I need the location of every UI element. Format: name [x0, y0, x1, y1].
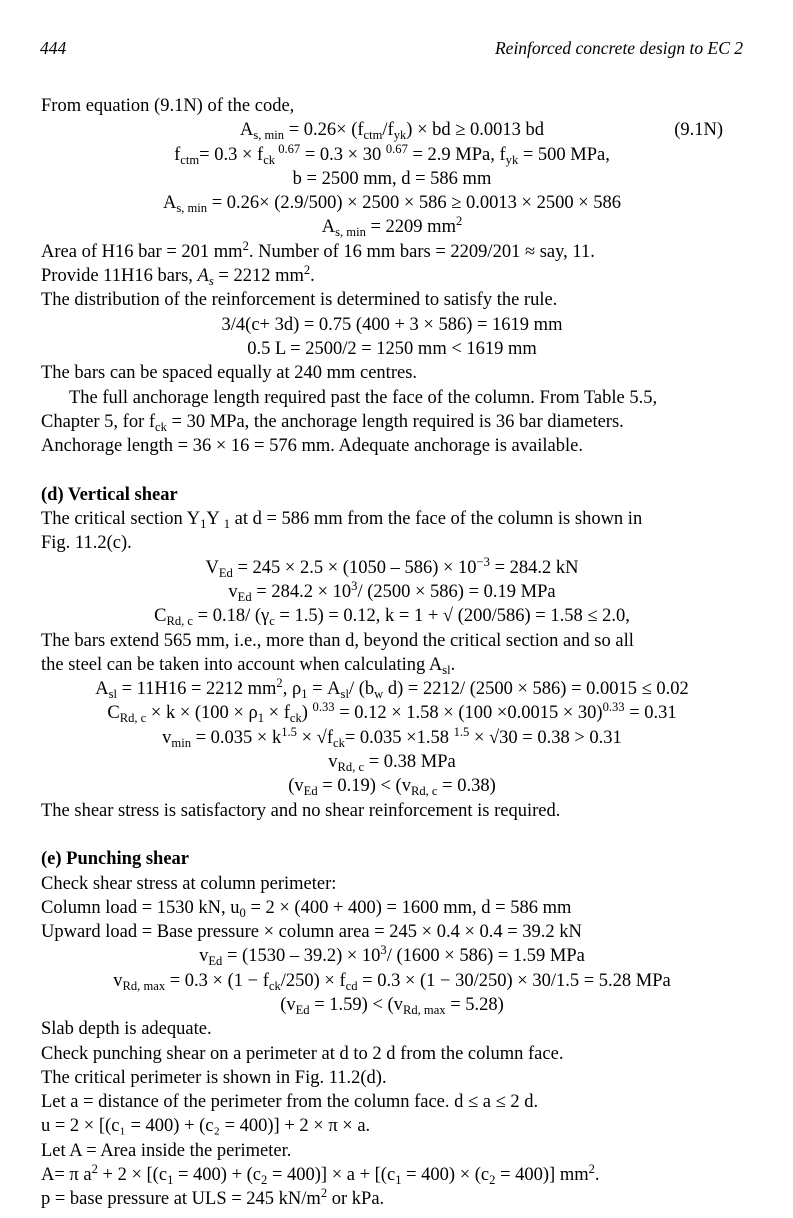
- anchorage-line-1: The full anchorage length required past the face of the column. From Table 5.5,: [69, 387, 658, 408]
- equation-distribution: 3/4(c+ 3d) = 0.75 (400 + 3 × 586) = 1619 mm: [221, 314, 563, 335]
- equation-compare-punch: $(v_{Ed} = 1.59) < (v_{Rd, max} = 5.28)$: [280, 994, 504, 1017]
- equation-fctm: $f_{ctm}= 0.3 \times f_{ck}$ $^{0.67}$ = 0.3 × 30 $^{0.67}$ = 2.9 MPa, $f_{yk} = 500$ MPa,: [174, 141, 610, 167]
- equation-number: (9.1N): [674, 120, 723, 141]
- equation-as-min-result: $A_{s, min} = 2209$ $mm^2$: [321, 214, 463, 240]
- anchorage-line-3: Anchorage length = 36 × 16 = 576 mm. Adequate anchorage is available.: [41, 436, 583, 457]
- upward-load-line: Upward load = Base pressure × column area = 245 × 0.4 × 0.4 = 39.2 kN: [41, 922, 582, 943]
- equation-bd: b = 2500 mm, d = 586 mm: [292, 168, 492, 189]
- equation-vrd-calc: $C_{Rd, c} \times k \times (100 \times \rho_1 \times f_{ck}) ^{0.33} = 0.12 \times 1.58 \times (100 \times 0.0015 \times 30)^{0.33} = 0.31$: [107, 700, 677, 726]
- provide-bars-line: Provide 11H16 bars, $A_s = 2212$ $mm^2$.: [41, 263, 315, 288]
- page-header: [40, 38, 743, 62]
- area-equation-line: A= π $a^2 + 2 \times [(c_1 = 400) + (c_2 = 400)] \times a + [(c_1 = 400) \times (c_2 = 400)]$ $mm^2$.: [41, 1162, 600, 1187]
- check-perimeter-line: Check punching shear on a perimeter at d to 2 d from the column face.: [41, 1043, 564, 1064]
- anchorage-line-2: Chapter 5, for $f_{ck} = 30$ MPa, the anchorage length required is 36 bar diameters.: [41, 411, 624, 434]
- heading-punching-shear: (e) Punching shear: [41, 849, 189, 870]
- equation-ved: $V_{Ed} = 245 \times 2.5 \times (1050 - 586) \times 10^{-3} = 284.2$ kN: [205, 554, 579, 580]
- equation-vrd-max: $v_{Rd, max} = 0.3 \times (1 - f_{ck}/250) \times f_{cd} = 0.3 \times (1 - 30/250) \times 30/1.5 = 5.28$ MPa: [113, 970, 671, 993]
- equation-as-min: $A_{s, min} = 0.26\times (f_{ctm}/f_{yk})$ × bd ≥ 0.0013 bd (9.1N): [239, 120, 723, 143]
- critical-section-line-2: Fig. 11.2(c).: [41, 533, 132, 554]
- distribution-rule-line: The distribution of the reinforcement is determined to satisfy the rule.: [41, 290, 558, 311]
- equation-compare-shear: $(v_{Ed} = 0.19) < (v_{Rd, c} = 0.38)$: [288, 776, 496, 799]
- page-number: 444: [40, 38, 67, 58]
- bar-area-line: Area of H16 bar = 201 $mm^2$. Number of 16 mm bars = 2209/201 ≈ say, 11.: [41, 238, 595, 262]
- shear-ok-line: The shear stress is satisfactory and no shear reinforcement is required.: [41, 800, 561, 821]
- equation-ved-stress: $v_{Ed} = 284.2 \times 10^3/$ (2500 × 586) = 0.19 MPa: [228, 579, 556, 604]
- page-body: [41, 94, 743, 1212]
- bars-extend-line-2: the steel can be taken into account when calculating $A_{sl}$.: [41, 654, 456, 677]
- intro-line: From equation (9.1N) of the code,: [41, 96, 295, 116]
- let-area-line: Let A = Area inside the perimeter.: [41, 1140, 292, 1161]
- equation-vmin: $v_{min} = 0.035 \times k^{1.5} \times √f_{ck}= 0.035 \times 1.58$ $^{1.5}$ × √30 = 0.38 > 0.31: [162, 724, 622, 750]
- critical-perimeter-line: The critical perimeter is shown in Fig. 11.2(d).: [41, 1067, 387, 1088]
- bars-extend-line-1: The bars extend 565 mm, i.e., more than d, beyond the critical section and so all: [41, 630, 634, 651]
- column-load-line: Column load = 1530 kN, $u_0 = 2 \times (400 + 400) = 1600$ mm, d = 586 mm: [41, 897, 572, 920]
- equation-crd: $C_{Rd, c} = 0.18/$ $(\gamma_c = 1.5) = 0.12$, k = 1 + √ (200/586) = 1.58 ≤ 2.0,: [154, 606, 630, 628]
- perimeter-equation-line: u = 2 × [(c₁ = 400) + (c₂ = 400)] + 2 × π × a.: [41, 1116, 371, 1137]
- slab-ok-line: Slab depth is adequate.: [41, 1019, 212, 1040]
- equation-asl: $A_{sl} = 11H16 = 2212$ $mm^2$, $\rho_1 = A_{sl}/$ ($b_w$ d) = 2212/ (2500 × 586) = 0.0015 ≤ 0.02: [95, 676, 689, 701]
- base-pressure-line: p = base pressure at ULS = 245 $kN/m^2$ or kPa.: [41, 1186, 385, 1210]
- equation-half-length: 0.5 L = 2500/2 = 1250 mm < 1619 mm: [247, 338, 537, 359]
- check-column-line: Check shear stress at column perimeter:: [41, 873, 337, 894]
- let-a-line: Let a = distance of the perimeter from the column face. d ≤ a ≤ 2 d.: [41, 1092, 539, 1113]
- equation-ved-punch: $v_{Ed} = (1530 - 39.2) \times 10^3/$ (1600 × 586) = 1.59 MPa: [199, 943, 585, 969]
- heading-vertical-shear: (d) Vertical shear: [41, 484, 178, 505]
- spacing-line: The bars can be spaced equally at 240 mm centres.: [41, 363, 418, 384]
- book-title: Reinforced concrete design to EC 2: [494, 38, 743, 58]
- critical-section-line-1: The critical section $Y_1Y$ $_1$ at d = 586 mm from the face of the column is shown in: [41, 509, 643, 531]
- equation-vrd: $v_{Rd, c} = 0.38$ MPa: [328, 752, 456, 774]
- equation-as-min-calc: $A_{s, min} = 0.26\times (2.9/500) \times 2500 \times 586 \ge 0.0013 \times 2500 \times 586$: [162, 193, 622, 215]
